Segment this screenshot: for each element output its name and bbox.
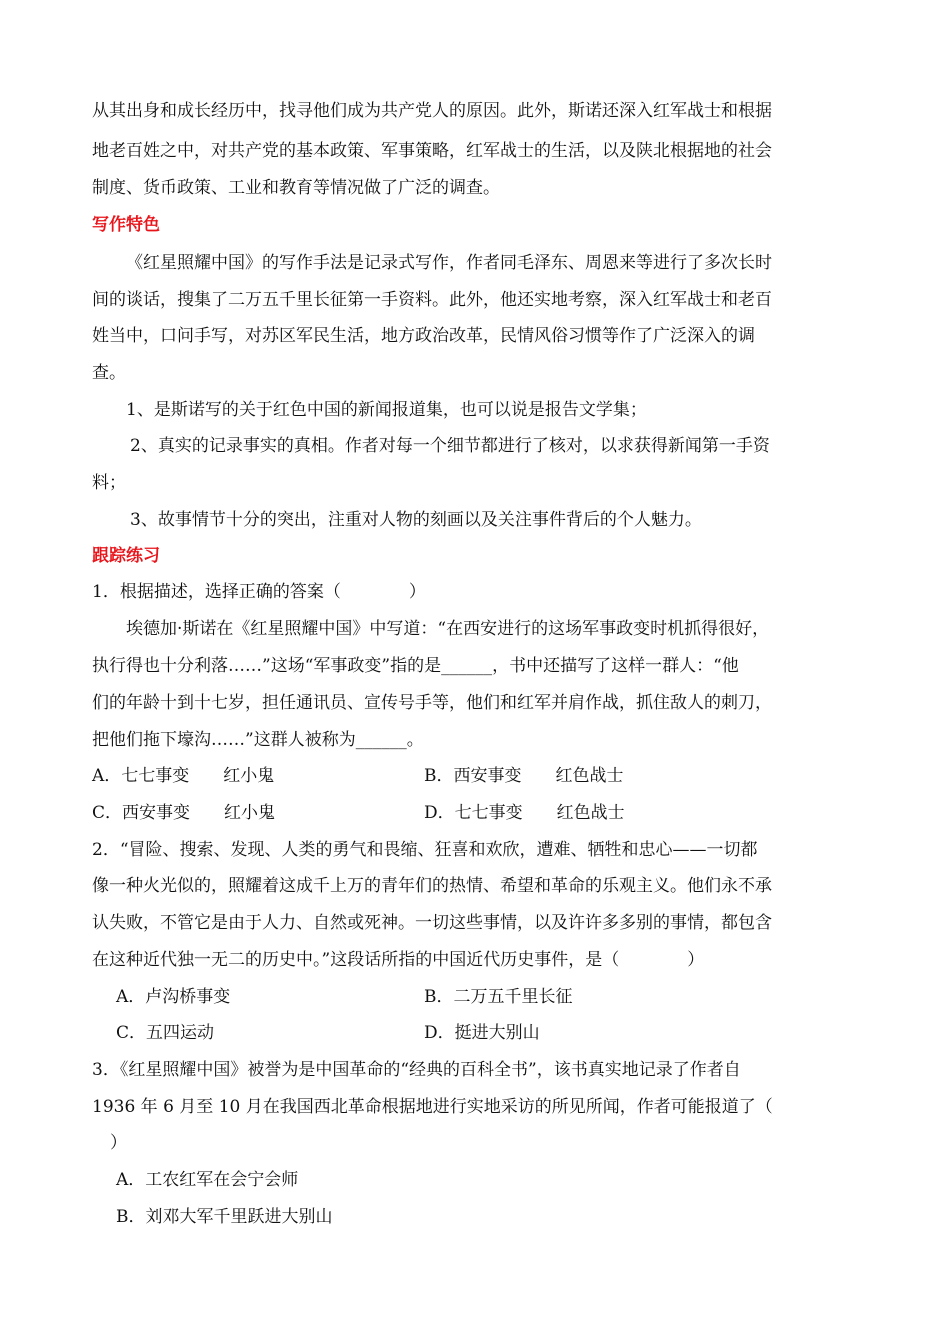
question-1-line-2-text-a: 执行得也十分利落……”这场“军事政变”指的是 [92, 656, 442, 676]
question-1-line-4-text-b: 。 [406, 730, 424, 750]
question-3-line-2: 1936 年 6 月至 10 月在我国西北革命根据地进行实地采访的所见所闻，作者可能报道了（ [92, 1097, 773, 1117]
question-1-line-4-text-a: 把他们拖下壕沟……”这群人被称为 [92, 730, 356, 750]
writing-paragraph-line-4: 查。 [92, 363, 126, 383]
writing-paragraph-line-1: 《红星照耀中国》的写作手法是记录式写作，作者同毛泽东、周恩来等进行了多次长时 [126, 253, 772, 273]
answer-blank-1: ______ [441, 656, 493, 676]
question-1-option-b: B．西安事变 红色战士 [424, 766, 624, 786]
question-2-line-4: 在这种近代独一无二的历史中。”这段话所指的中国近代历史事件，是（ ） [92, 950, 705, 970]
question-2-option-c: C．五四运动 [116, 1023, 215, 1043]
writing-paragraph-line-3: 姓当中，口问手写，对苏区军民生活，地方政治改革，民情风俗习惯等作了广泛深入的调 [92, 326, 755, 346]
intro-line-1: 从其出身和成长经历中，找寻他们成为共产党人的原因。此外，斯诺还深入红军战士和根据 [92, 101, 772, 121]
question-1-option-a: A．七七事变 红小鬼 [92, 766, 275, 786]
answer-blank-2: ______ [355, 730, 407, 750]
question-3-option-a: A．工农红军在会宁会师 [116, 1170, 299, 1190]
question-3-line-3: ） [110, 1133, 127, 1153]
writing-point-2-line-2: 料； [92, 473, 126, 493]
writing-point-3: 3、故事情节十分的突出，注重对人物的刻画以及关注事件背后的个人魅力。 [130, 510, 702, 530]
writing-point-2-line-1: 2、真实的记录事实的真相。作者对每一个细节都进行了核对，以求获得新闻第一手资 [130, 436, 770, 456]
question-1-line-2-text-b: ，书中还描写了这样一群人：“他 [492, 656, 739, 676]
intro-line-2: 地老百姓之中，对共产党的基本政策、军事策略，红军战士的生活，以及陕北根据地的社会 [92, 141, 772, 161]
section-heading-writing: 写作特色 [92, 215, 160, 235]
question-2-line-2: 像一种火光似的，照耀着这成千上万的青年们的热情、希望和革命的乐观主义。他们永不承 [92, 876, 772, 896]
question-2-line-3: 认失败，不管它是由于人力、自然或死神。一切这些事情，以及许许多多别的事情，都包含 [92, 913, 772, 933]
question-1-line-4 [92, 728, 424, 752]
question-3-option-b: B．刘邓大军千里跃进大别山 [116, 1207, 333, 1227]
writing-point-1: 1、是斯诺写的关于红色中国的新闻报道集，也可以说是报告文学集； [126, 400, 647, 420]
writing-paragraph-line-2: 间的谈话，搜集了二万五千里长征第一手资料。此外，他还实地考察，深入红军战士和老百 [92, 290, 772, 310]
question-1-stem: 1．根据描述，选择正确的答案（ ） [92, 582, 426, 602]
question-2-option-a: A．卢沟桥事变 [116, 987, 231, 1007]
question-1-line-2 [92, 654, 739, 678]
section-heading-practice: 跟踪练习 [92, 546, 160, 566]
question-2-line-1: 2．“冒险、搜索、发现、人类的勇气和畏缩、狂喜和欢欣，遭难、牺牲和忠心——一切都 [92, 840, 758, 860]
question-2-option-d: D．挺进大别山 [424, 1023, 540, 1043]
question-1-line-3: 们的年龄十到十七岁，担任通讯员、宣传号手等，他们和红军并肩作战，抓住敌人的刺刀， [92, 693, 772, 713]
question-1-option-c: C．西安事变 红小鬼 [92, 803, 276, 823]
question-1-option-d: D．七七事变 红色战士 [424, 803, 625, 823]
intro-line-3: 制度、货币政策、工业和教育等情况做了广泛的调查。 [92, 178, 500, 198]
question-1-line-1: 埃德加·斯诺在《红星照耀中国》中写道：“在西安进行的这场军事政变时机抓得很好， [126, 619, 770, 639]
question-2-option-b: B．二万五千里长征 [424, 987, 573, 1007]
question-3-line-1: 3．《红星照耀中国》被誉为是中国革命的“经典的百科全书”，该书真实地记录了作者自 [92, 1060, 741, 1080]
